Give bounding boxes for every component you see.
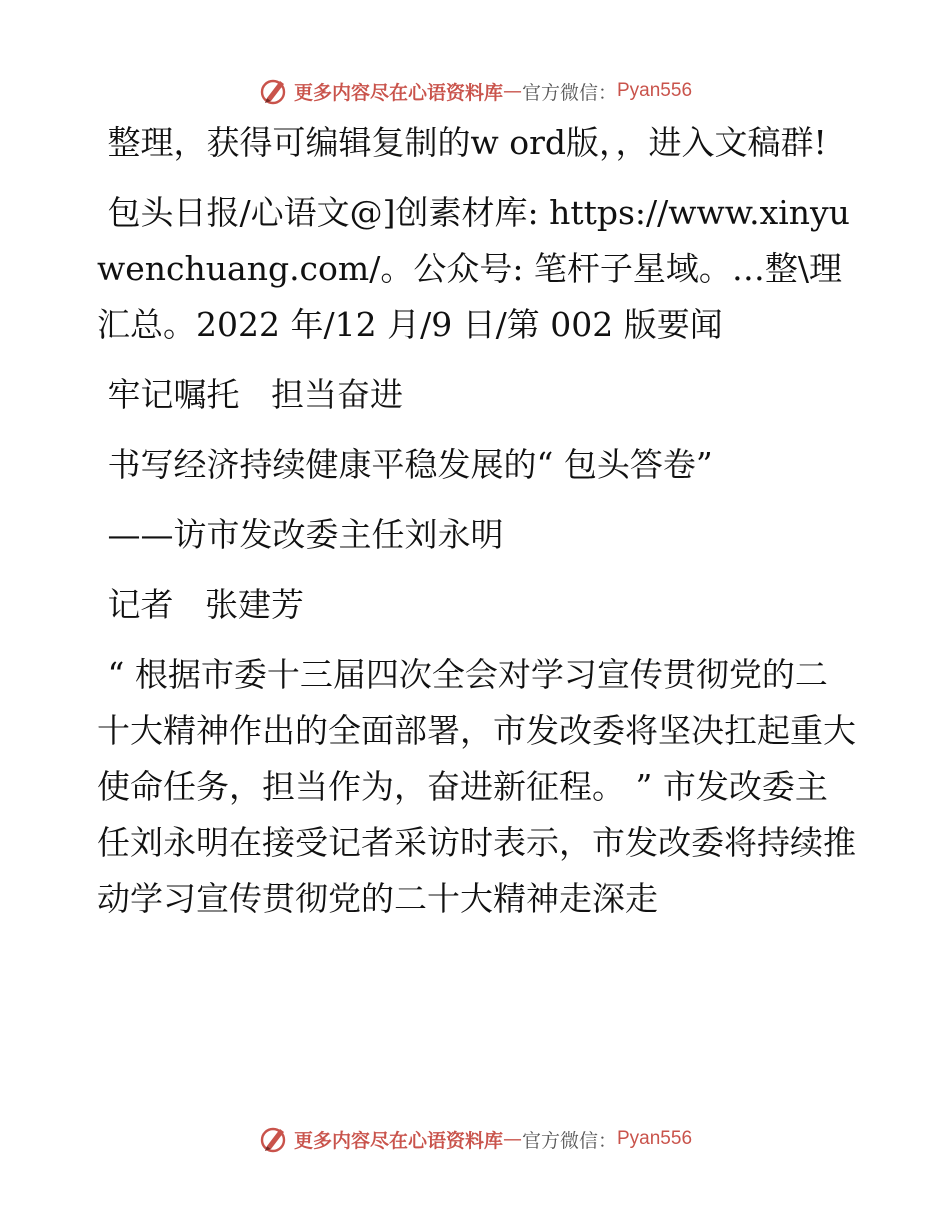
headline-line-1: 牢记嘱托 担当奋进	[97, 375, 403, 414]
watermark-header	[0, 69, 950, 113]
intro-paragraph: 整理，获得可编辑复制的w ord版，，进入文稿群!	[97, 123, 827, 162]
document-body	[97, 115, 857, 927]
pen-circle-logo-icon	[258, 75, 290, 107]
subheadline: ——访市发改委主任刘永明	[97, 515, 504, 554]
body-paragraph: “ 根据市委十三届四次全会对学习宣传贯彻党的二十大精神作出的全面部署，市发改委将坚决扛起重大使命任务，担当作为，奋进新征程。 ” 市发改委主任刘永明在接受记者采访时表示，市发改委将持续推动学习宣传贯彻党的二十大精神走深走	[97, 655, 856, 918]
watermark-wechat-id: Pyan556	[617, 1128, 693, 1149]
watermark-wechat-label: 官方微信：	[521, 81, 617, 104]
watermark-footer	[0, 1117, 950, 1161]
watermark-separator: —	[502, 1128, 522, 1150]
watermark-wechat-id: Pyan556	[617, 80, 693, 101]
watermark-separator: —	[502, 80, 522, 102]
pen-circle-logo-icon	[258, 1123, 290, 1155]
watermark-wechat-label: 官方微信：	[521, 1129, 617, 1152]
source-paragraph: 包头日报/心语文@]创素材库: https://www.xinyuwenchuang.com/。公众号: 笔杆子星域。…整\理汇总。2022 年/12 月/9 日/第 002 版要闻	[97, 193, 850, 344]
watermark-main-text: 更多内容尽在心语资料库	[293, 81, 503, 104]
watermark-main-text: 更多内容尽在心语资料库	[293, 1129, 503, 1152]
byline: 记者 张建芳	[97, 585, 304, 624]
headline-line-2: 书写经济持续健康平稳发展的“ 包头答卷”	[97, 445, 713, 484]
